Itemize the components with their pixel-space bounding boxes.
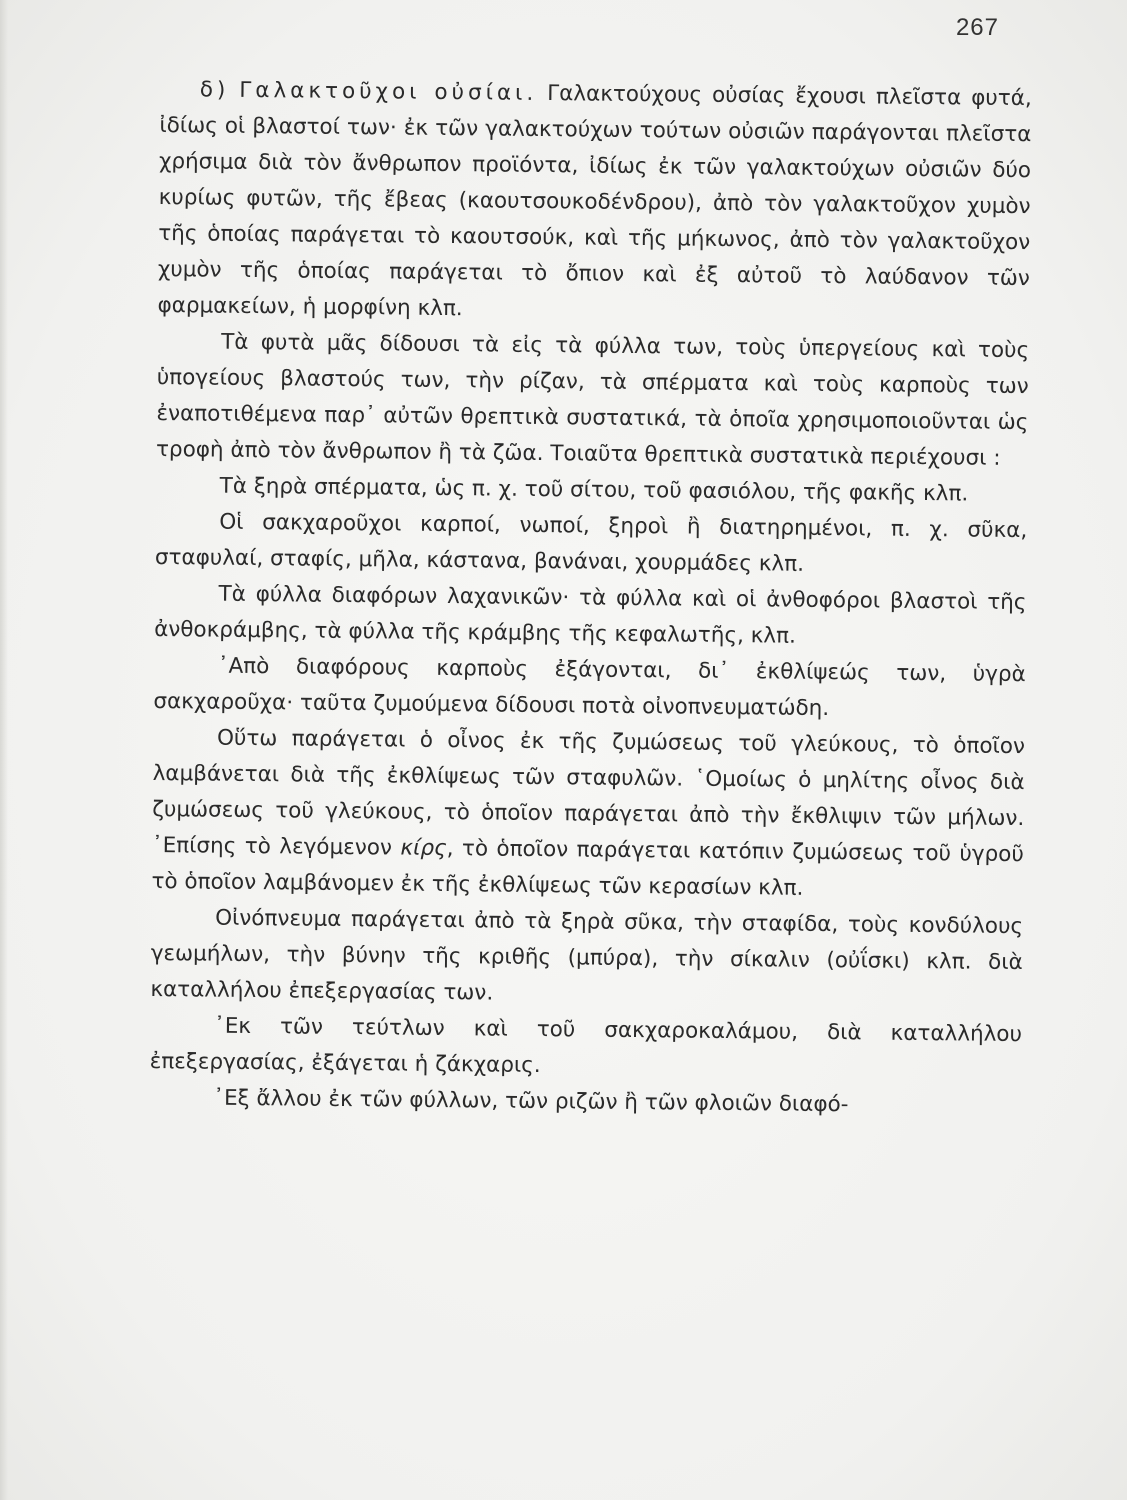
paragraph-sugary-fruits: Οἱ σακχαροῦχοι καρποί, νωποί, ξηροὶ ἢ διατηρημένοι, π. χ. σῦκα, σταφυλαί, σταφίς, μῆλα, κάστανα, βανάναι, χουρμάδες κλπ.: [154, 509, 1028, 577]
body-text: [149, 72, 1032, 1125]
paragraph-sugary-liquids: ᾿Απὸ διαφόρους καρποὺς ἐξάγονται, δι᾽ ἐκθλίψεώς των, ὑγρὰ σακχαροῦχα· ταῦτα ζυμούμενα δίδουσι ποτὰ οἰνοπνευματώδη.: [153, 653, 1026, 722]
paragraph-alcohol: Οἰνόπνευμα παράγεται ἀπὸ τὰ ξηρὰ σῦκα, τὴν σταφίδα, τοὺς κονδύλους γεωμήλων, τὴν βύνην τῆς κριθῆς (μπύρα), τὴν σίκαλιν (οὐΐσκι) κλπ. διὰ καταλλήλου ἐπεξεργασίας των.: [150, 905, 1024, 1006]
paragraph-sugar: ᾿Εκ τῶν τεύτλων καὶ τοῦ σακχαροκαλάμου, διὰ καταλλήλου ἐπεξεργασίας, ἐξάγεται ἡ ζάκχαρις.: [149, 1013, 1023, 1079]
paragraph-text: Οὕτω παράγεται ὁ οἶνος ἐκ τῆς ζυμώσεως τοῦ γλεύκους, τὸ ὁποῖον λαμβάνεται διὰ τῆς ἐκθλίψεως τῶν σταφυλῶν. ῾Ομοίως ὁ μηλίτης οἶνος διὰ ζυμώσεως τοῦ γλεύκους, τὸ ὁποῖον παράγεται ἀπὸ τὴν ἔκθλιψιν τῶν μήλων. ᾿Επίσης τὸ λεγόμενον: [151, 725, 1026, 861]
paragraph-latex-substances: [157, 72, 1032, 333]
paragraph-wine: [151, 720, 1025, 909]
paragraph-text: Γαλακτούχους οὐσίας ἔχουσι πλεῖστα φυτά, ἰδίως οἱ βλαστοί των· ἐκ τῶν γαλακτούχων τούτων οὐσιῶν παράγονται πλεῖστα χρήσιμα διὰ τὸν ἄνθρωπον προϊόντα, ἰδίως ἐκ τῶν γαλακτούχων οὐσιῶν δύο κυρίως φυτῶν, τῆς ἔβεας (καουτσουκοδένδρου), ἀπὸ τὸν γαλακτοῦχον χυμὸν τῆς ὁποίας παράγεται τὸ καουτσούκ, καὶ τῆς μήκωνος, ἀπὸ τὸν γαλακτοῦχον χυμὸν τῆς ὁποίας παράγεται τὸ ὄπιον καὶ ἐξ αὐτοῦ τὸ λαύδανον τῶν φαρμακείων, ἡ μορφίνη κλπ.: [157, 81, 1032, 322]
section-label: δ): [199, 77, 230, 103]
paragraph-vegetable-leaves: Τὰ φύλλα διαφόρων λαχανικῶν· τὰ φύλλα καὶ οἱ ἀνθοφόροι βλαστοὶ τῆς ἀνθοκράμβης, τὰ φύλλα τῆς κράμβης τῆς κεφαλωτῆς, κλπ.: [154, 581, 1027, 649]
paragraph-nutrients: Τὰ φυτὰ μᾶς δίδουσι τὰ εἰς τὰ φύλλα των, τοὺς ὑπεργείους καὶ τοὺς ὑπογείους βλαστούς των, τὴν ρίζαν, τὰ σπέρματα καὶ τοὺς καρποὺς των ἐναποτιθέμενα παρ᾽ αὐτῶν θρεπτικὰ συστατικά, τὰ ὁποῖα χρησιμοποιοῦνται ὡς τροφὴ ἀπὸ τὸν ἄνθρωπον ἢ τὰ ζῶα. Τοιαῦτα θρεπτικὰ συστατικὰ περιέχουσι :: [155, 329, 1030, 471]
paragraph-leaves-roots: ᾿Εξ ἄλλου ἐκ τῶν φύλλων, τῶν ριζῶν ἢ τῶν φλοιῶν διαφό-: [213, 1085, 849, 1118]
section-title: Γαλακτοῦχοι οὐσίαι.: [239, 77, 538, 106]
paragraph-dry-seeds: Τὰ ξηρὰ σπέρματα, ὡς π. χ. τοῦ σίτου, τοῦ φασιόλου, τῆς φακῆς κλπ.: [219, 473, 969, 507]
page-number: 267: [955, 14, 999, 41]
kirsch-word: κίρς: [400, 835, 447, 862]
paragraph-text-continued: , τὸ ὁποῖον παράγεται κατόπιν ζυμώσεως τοῦ ὑγροῦ τὸ ὁποῖον λαμβάνομεν ἐκ τῆς ἐκθλίψεως τῶν κερασίων κλπ.: [151, 836, 1024, 901]
page-edge-shadow: [0, 0, 8, 1500]
